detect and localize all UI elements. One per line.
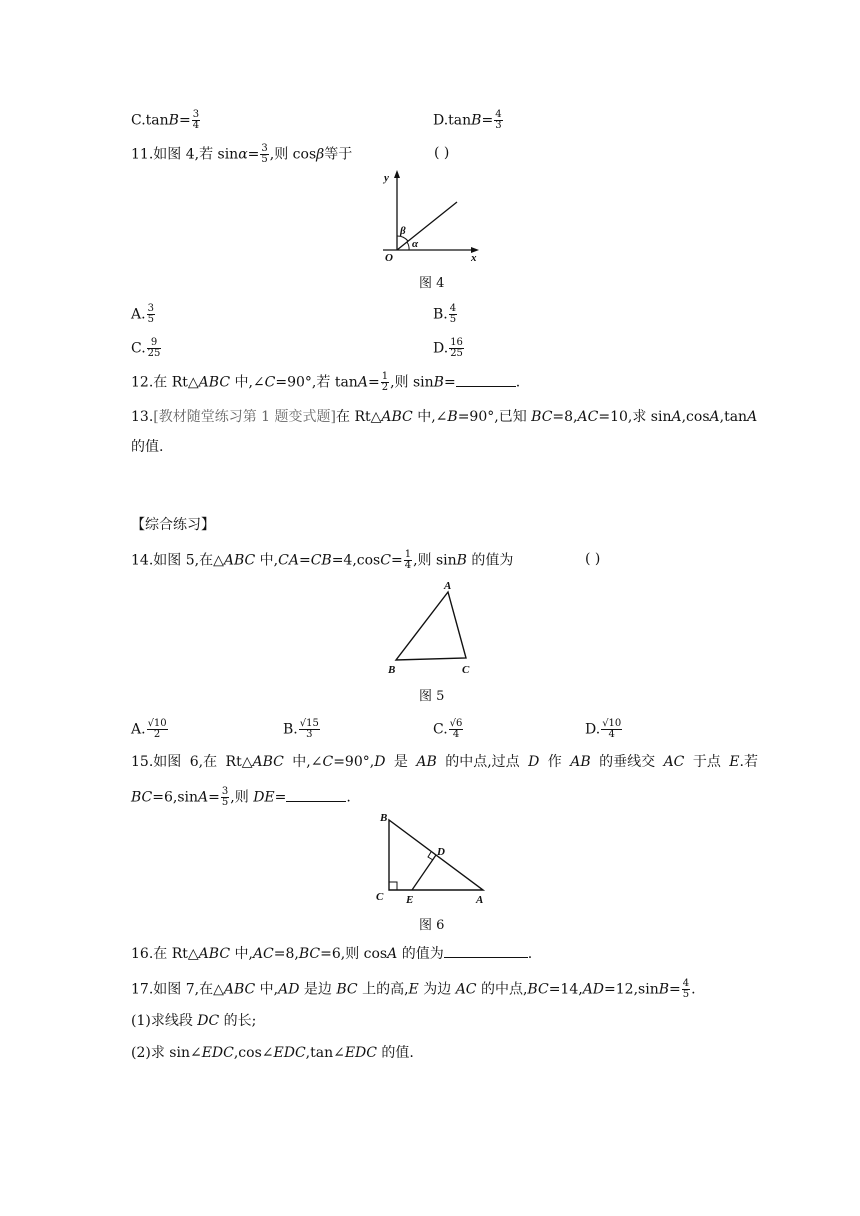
fig6-label-e: E [406, 894, 414, 906]
q14-option-b: B. $\frac{√15}{3}$ [283, 718, 319, 740]
q13-stem: 13.[教材随堂练习第 1 题变式题]在 Rt△ABC 中,∠B=90°,已知 BC=8,AC=10,求 sinA,cosA,tanA [131, 409, 758, 425]
q12-answer-blank[interactable] [456, 374, 516, 387]
q12-stem: 12.在 Rt△ABC 中,∠C=90°,若 tanA= $\frac{1}{2}$ ,则 sinB= . [131, 371, 521, 393]
fig6-label-b: B [380, 812, 388, 824]
fig6-label-c: C [376, 891, 384, 903]
q11-option-d: D. $\frac{16}{25}$ [433, 337, 463, 359]
figure-6-caption: 图 6 [419, 918, 445, 933]
q10-option-d: D.tanB= $\frac{4}{3}$ [433, 109, 502, 131]
q15-answer-blank[interactable] [286, 789, 346, 802]
q11-stem: 11.如图 4,若 sinα= $\frac{3}{5}$ ,则 cosβ等于 [131, 143, 353, 165]
fig4-label-beta: β [400, 225, 406, 237]
q14-answer-paren: ( ) [585, 551, 601, 567]
figure-4-axes [375, 168, 485, 264]
figure-5-triangle [380, 576, 480, 680]
q13-stem-line2: 的值. [131, 439, 164, 455]
q11-answer-paren: ( ) [434, 145, 450, 161]
q14-option-c: C. $\frac{√6}{4}$ [433, 718, 463, 740]
q15-stem-line2: BC=6,sinA= $\frac{3}{5}$ ,则 DE= . [131, 786, 351, 808]
q17-part-1: (1)求线段 DC 的长; [131, 1013, 257, 1029]
fig4-label-alpha: α [412, 238, 419, 250]
figure-5-caption: 图 5 [419, 689, 445, 704]
q14-stem: 14.如图 5,在△ABC 中,CA=CB=4,cosC= $\frac{1}{4}$ ,则 sinB 的值为 [131, 549, 514, 571]
fig5-label-a: A [444, 580, 452, 592]
fig4-label-y: y [384, 172, 389, 184]
q11-option-b: B. $\frac{4}{5}$ [433, 303, 457, 325]
q11-option-a: A. $\frac{3}{5}$ [131, 303, 154, 325]
q17-part-2: (2)求 sin∠EDC,cos∠EDC,tan∠EDC 的值. [131, 1045, 414, 1061]
q14-option-a: A. $\frac{√10}{2}$ [131, 718, 167, 740]
fig6-label-a: A [476, 894, 484, 906]
q14-option-d: D. $\frac{√10}{4}$ [585, 718, 622, 740]
figure-4-caption: 图 4 [419, 276, 445, 291]
q11-option-c: C. $\frac{9}{25}$ [131, 337, 161, 359]
fig4-label-o: O [385, 252, 393, 264]
q10-option-c: C.tanB= $\frac{3}{4}$ [131, 109, 200, 131]
fig5-label-c: C [462, 664, 470, 676]
fig4-label-x: x [471, 252, 477, 264]
q16-answer-blank[interactable] [444, 945, 528, 958]
figure-6-right-triangle [370, 808, 494, 908]
q13-source-tag: [教材随堂练习第 1 题变式题] [153, 409, 336, 425]
section-heading: 【综合练习】 [131, 517, 215, 533]
q15-stem: 15.如图 6,在 Rt△ABC 中,∠C=90°,D 是 AB 的中点,过点 D 作 AB 的垂线交 AC 于点 E.若 [131, 754, 758, 770]
fig5-label-b: B [388, 664, 396, 676]
fig6-label-d: D [437, 846, 445, 858]
q16-stem: 16.在 Rt△ABC 中,AC=8,BC=6,则 cosA 的值为 . [131, 946, 533, 962]
q17-stem: 17.如图 7,在△ABC 中,AD 是边 BC 上的高,E 为边 AC 的中点,BC=14,AD=12,sinB= $\frac{4}{5}$ . [131, 978, 696, 1000]
